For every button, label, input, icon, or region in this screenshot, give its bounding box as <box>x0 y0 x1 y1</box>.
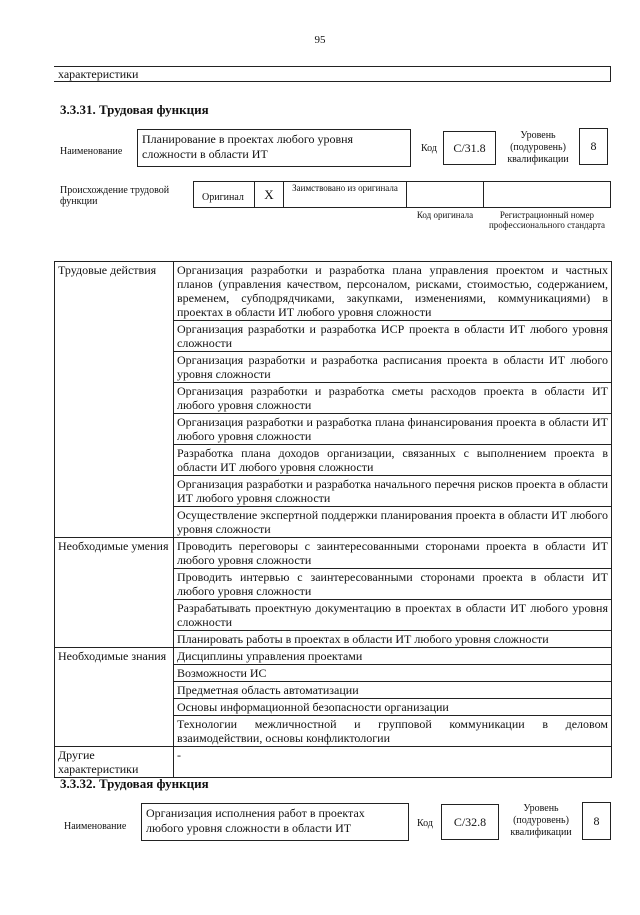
function-code-2: C/32.8 <box>441 804 499 840</box>
divider <box>483 182 484 207</box>
row-item: - <box>174 747 612 778</box>
name-label-1: Наименование <box>60 146 123 157</box>
level-value-1: 8 <box>579 128 608 165</box>
row-item: Возможности ИС <box>174 665 612 682</box>
row-group-label: Трудовые действия <box>55 262 174 538</box>
function-name-2: Организация исполнения работ в проектах любого уровня сложности в области ИТ <box>141 803 409 841</box>
code-label-2: Код <box>417 818 433 829</box>
level-label-2: Уровень (подуровень) квалификации <box>510 803 572 838</box>
row-item: Организация разработки и разработка плана управления проектом и частных планов (управления качеством, персоналом, рисками, стоимостью, содержанием, временем, субподрядчиками, закупками, изменениями, коммуникациями) в проектах в области ИТ любого уровня сложности <box>174 262 612 321</box>
original-mark: X <box>254 182 284 207</box>
row-item: Дисциплины управления проектами <box>174 648 612 665</box>
code-label-1: Код <box>421 143 437 154</box>
row-group-label: Необходимые знания <box>55 648 174 747</box>
origin-label: Происхождение трудовой функции <box>60 185 170 207</box>
row-item: Планировать работы в проектах в области ИТ любого уровня сложности <box>174 631 612 648</box>
row-item: Осуществление экспертной поддержки планирования проекта в области ИТ любого уровня сложности <box>174 507 612 538</box>
row-item: Организация разработки и разработка плана финансирования проекта в области ИТ любого уровня сложности <box>174 414 612 445</box>
level-label-1: Уровень (подуровень) квалификации <box>507 130 569 165</box>
name-label-2: Наименование <box>64 821 127 832</box>
section-heading-2: 3.3.32. Трудовая функция <box>60 776 209 791</box>
previous-table-row: характеристики <box>54 66 611 82</box>
row-item: Разработка плана доходов организации, связанных с выполнением проекта в области ИТ любого уровня сложности <box>174 445 612 476</box>
function-table <box>54 261 612 778</box>
table-row <box>55 648 612 665</box>
row-item: Разрабатывать проектную документацию в проектах в области ИТ любого уровня сложности <box>174 600 612 631</box>
row-item: Организация разработки и разработка сметы расходов проекта в области ИТ любого уровня сложности <box>174 383 612 414</box>
row-item: Организация разработки и разработка ИСР проекта в области ИТ любого уровня сложности <box>174 321 612 352</box>
row-item: Проводить интервью с заинтересованными сторонами проекта в области ИТ любого уровня сложности <box>174 569 612 600</box>
divider <box>406 182 407 207</box>
page-number: 95 <box>314 34 326 46</box>
row-item: Основы информационной безопасности организации <box>174 699 612 716</box>
original-label: Оригинал <box>202 192 244 203</box>
section-heading-1: 3.3.31. Трудовая функция <box>60 102 209 117</box>
row-group-label: Необходимые умения <box>55 538 174 648</box>
borrowed-label: Заимствовано из оригинала <box>292 183 398 193</box>
table-row <box>55 538 612 569</box>
row-group-label: Другие характеристики <box>55 747 174 778</box>
function-code-1: C/31.8 <box>443 131 496 165</box>
code-original-label: Код оригинала <box>416 210 474 220</box>
row-item: Предметная область автоматизации <box>174 682 612 699</box>
function-name-1: Планирование в проектах любого уровня сложности в области ИТ <box>137 129 411 167</box>
level-value-2: 8 <box>582 802 611 840</box>
reg-number-label: Регистрационный номер профессионального стандарта <box>488 210 606 230</box>
row-item: Организация разработки и разработка начального перечня рисков проекта в области ИТ любого уровня сложности <box>174 476 612 507</box>
table-row <box>55 262 612 321</box>
row-item: Проводить переговоры с заинтересованными сторонами проекта в области ИТ любого уровня сложности <box>174 538 612 569</box>
table-row <box>55 747 612 778</box>
row-item: Организация разработки и разработка расписания проекта в области ИТ любого уровня сложности <box>174 352 612 383</box>
row-item: Технологии межличностной и групповой коммуникации в деловом взаимодействии, основы конфликтологии <box>174 716 612 747</box>
